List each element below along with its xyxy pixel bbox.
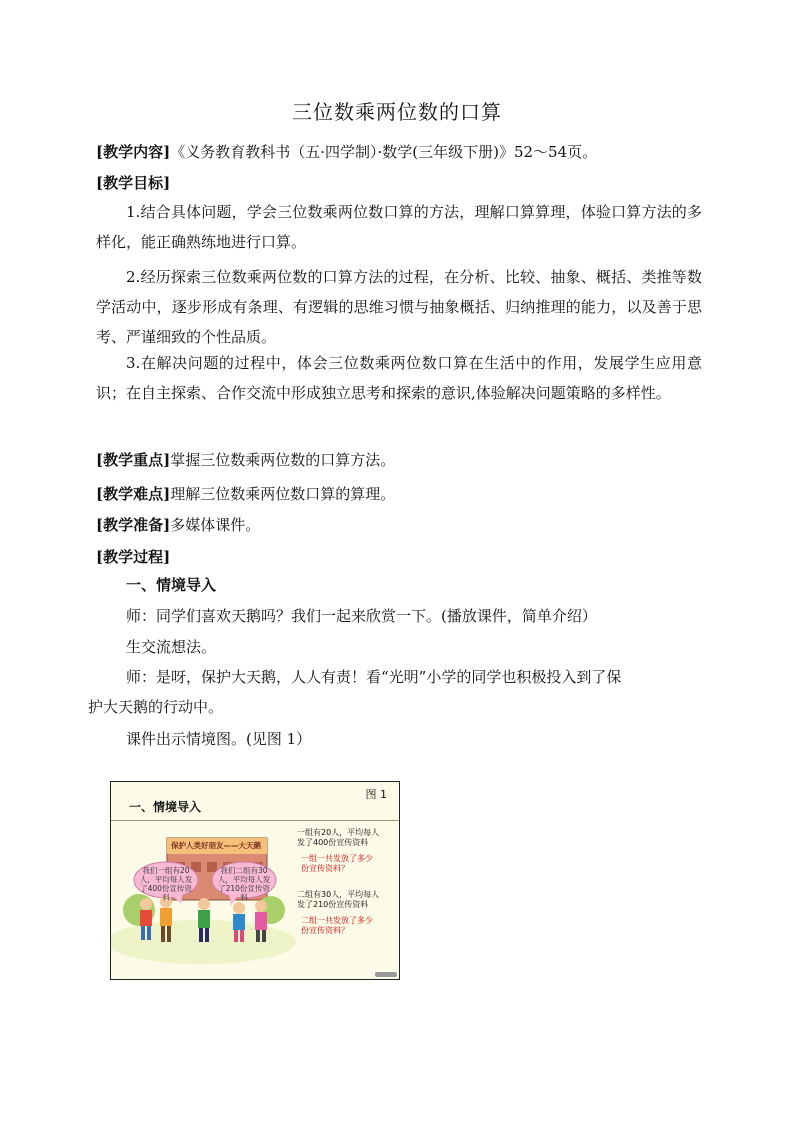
- bubble-left: [137, 866, 195, 902]
- key-point: [96, 445, 702, 475]
- process-label: [教学过程]: [96, 548, 171, 566]
- difficulty: [96, 479, 702, 509]
- problem-group1-question-line-1: 一组一共发放了多少: [301, 854, 373, 863]
- process-line-1: 师：同学们喜欢天鹅吗？我们一起来欣赏一下。(播放课件，简单介绍）: [126, 607, 597, 625]
- teaching-content-text: 《义务教育教科书（五·四学制）·数学(三年级下册)》52～54页。: [170, 143, 598, 161]
- teaching-goals-label: [教学目标]: [96, 174, 171, 192]
- slide-nav-bar: [375, 972, 397, 977]
- goal-item-2: 2.经历探索三位数乘两位数的口算方法的过程，在分析、比较、抽象、概括、类推等数学活动中，逐步形成有条理、有逻辑的思维习惯与抽象概括、归纳推理的能力，以及善于思考、严谨细致的个性品质。: [96, 268, 702, 346]
- process-line-2: 生交流想法。: [126, 638, 217, 656]
- goal-item-1: 1.结合具体问题，学会三位数乘两位数口算的方法，理解口算算理，体验口算方法的多样化，能正确熟练地进行口算。: [96, 203, 702, 251]
- figure-banner: 保护人类好朋友——大天鹅: [171, 841, 261, 850]
- bubble-right: [215, 866, 273, 902]
- problem-group1-question-line-2: 份宣传资料？: [301, 864, 349, 873]
- difficulty-label: [教学难点]: [96, 485, 171, 503]
- bubble-left-line-3: 了400份宣传资料: [140, 884, 192, 902]
- goal-item-3: 3.在解决问题的过程中，体会三位数乘两位数口算在生活中的作用，发展学生应用意识；在自主探索、合作交流中形成独立思考和探索的意识,体验解决问题策略的多样性。: [96, 354, 702, 402]
- figure-1: [110, 781, 400, 980]
- problem-group1-info-line-2: 发了400份宣传资料: [297, 838, 369, 847]
- key-point-label: [教学重点]: [96, 451, 171, 469]
- problem-group2-question-line-2: 份宣传资料？: [301, 926, 349, 935]
- bubble-right-line-2: 人，平均每人发: [217, 875, 271, 884]
- preparation-text: 多媒体课件。: [170, 516, 261, 534]
- bubble-left-line-1: 我们一组有20: [142, 866, 190, 875]
- teaching-content: [96, 137, 702, 167]
- figure-number: 图 1: [365, 788, 387, 801]
- process-line-4: 护大天鹅的行动中。: [88, 698, 224, 716]
- problem-group1-question: [301, 854, 373, 874]
- process-line-3: 师：是呀，保护大天鹅，人人有责！看“光明”小学的同学也积极投入到了保: [126, 668, 622, 686]
- problem-group2-info-line-1: 二组有30人，平均每人: [297, 890, 380, 899]
- problem-group2-info: [297, 890, 379, 910]
- bubble-left-line-2: 人，平均每人发: [139, 875, 193, 884]
- problem-group1-info-line-1: 一组有20人，平均每人: [297, 828, 380, 837]
- problem-group2-question: [301, 916, 373, 936]
- process-section-title: 一、情境导入: [126, 576, 217, 594]
- preparation: [96, 510, 702, 540]
- problem-group2-info-line-2: 发了210份宣传资料: [297, 900, 369, 909]
- figure-divider: [111, 820, 399, 821]
- problem-group2-question-line-1: 二组一共发放了多少: [301, 916, 373, 925]
- bubble-right-line-1: 我们二组有30: [220, 866, 268, 875]
- difficulty-text: 理解三位数乘两位数口算的算理。: [170, 485, 396, 503]
- problem-group1-info: [297, 828, 379, 848]
- key-point-text: 掌握三位数乘两位数的口算方法。: [170, 451, 396, 469]
- figure-heading: 一、情境导入: [129, 800, 202, 814]
- teaching-content-label: [教学内容]: [96, 143, 171, 161]
- process-line-5: 课件出示情境图。(见图 1）: [126, 730, 312, 748]
- bubble-right-line-3: 了210份宣传资料: [218, 884, 270, 902]
- page-title: 三位数乘两位数的口算: [292, 100, 502, 124]
- preparation-label: [教学准备]: [96, 516, 171, 534]
